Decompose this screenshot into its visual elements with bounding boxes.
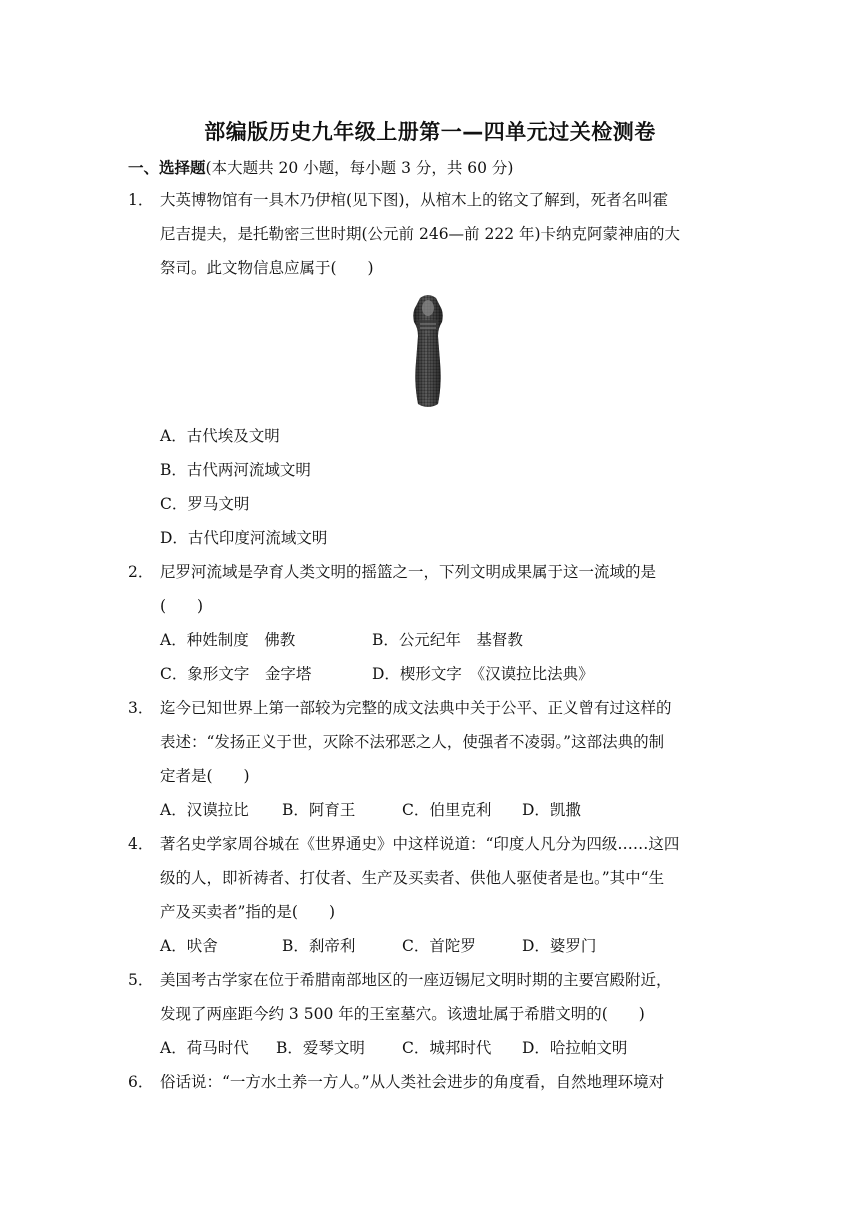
question-number: 6． [128,1073,154,1091]
option-a: A．吠舍 [160,937,218,955]
option-b: B．古代两河流域文明 [160,461,311,479]
option-a: A．古代埃及文明 [160,427,280,445]
option-c: C．象形文字 金字塔 [160,665,312,683]
question-line: 产及买卖者”指的是( ) [160,903,336,921]
question-line: 俗话说：“一方水土养一方人。”从人类社会进步的角度看，自然地理环境对 [160,1073,665,1091]
question-number: 5． [128,971,154,989]
section-heading [128,158,513,178]
question-number: 2． [128,563,154,581]
question-line: 迄今已知世界上第一部较为完整的成文法典中关于公平、正义曾有过这样的 [160,699,672,717]
question-number: 4． [128,835,154,853]
question-line: 发现了两座距今约 3 500 年的王室墓穴。该遗址属于希腊文明的( ) [160,1005,645,1023]
option-d: D．凯撒 [522,801,581,819]
page-title: 部编版历史九年级上册第一—四单元过关检测卷 [204,120,656,144]
option-a: A．汉谟拉比 [160,801,249,819]
question-number: 1． [128,191,154,209]
option-c: C．城邦时代 [402,1039,492,1057]
question-line: 著名史学家周谷城在《世界通史》中这样说道：“印度人凡分为四级……这四 [160,835,680,853]
question-line: 美国考古学家在位于希腊南部地区的一座迈锡尼文明时期的主要宫殿附近， [160,971,672,989]
question-number: 3． [128,699,154,717]
option-b: B．阿育王 [282,801,356,819]
question-line: 定者是( ) [160,767,250,785]
option-c: C．伯里克利 [402,801,492,819]
option-d: D．古代印度河流域文明 [160,529,328,547]
question-line: 祭司。此文物信息应属于( ) [160,259,374,277]
option-b: B．刹帝利 [282,937,356,955]
option-a: A．种姓制度 佛教 [160,631,296,649]
mummy-coffin-image [404,292,452,410]
option-d: D．婆罗门 [522,937,597,955]
question-line: 大英博物馆有一具木乃伊棺(见下图)，从棺木上的铭文了解到，死者名叫霍 [160,191,669,209]
option-c: C．首陀罗 [402,937,476,955]
option-c: C．罗马文明 [160,495,250,513]
question-line: 尼罗河流域是孕育人类文明的摇篮之一，下列文明成果属于这一流域的是 [160,563,657,581]
option-a: A．荷马时代 [160,1039,249,1057]
option-b: B．公元纪年 基督教 [372,631,523,649]
section-label: 一、选择题 [128,159,206,177]
question-line: 尼吉提夫，是托勒密三世时期(公元前 246—前 222 年)卡纳克阿蒙神庙的大 [160,225,681,243]
option-d: D．哈拉帕文明 [522,1039,628,1057]
option-b: B．爱琴文明 [276,1039,365,1057]
question-line: ( ) [160,597,204,615]
section-note: (本大题共 20 小题，每小题 3 分，共 60 分) [205,159,514,177]
question-line: 级的人，即祈祷者、打仗者、生产及买卖者、供他人驱使者是也。”其中“生 [160,869,665,887]
option-d: D．楔形文字 《汉谟拉比法典》 [372,665,594,683]
question-line: 表述：“发扬正义于世，灭除不法邪恶之人，使强者不凌弱。”这部法典的制 [160,733,665,751]
